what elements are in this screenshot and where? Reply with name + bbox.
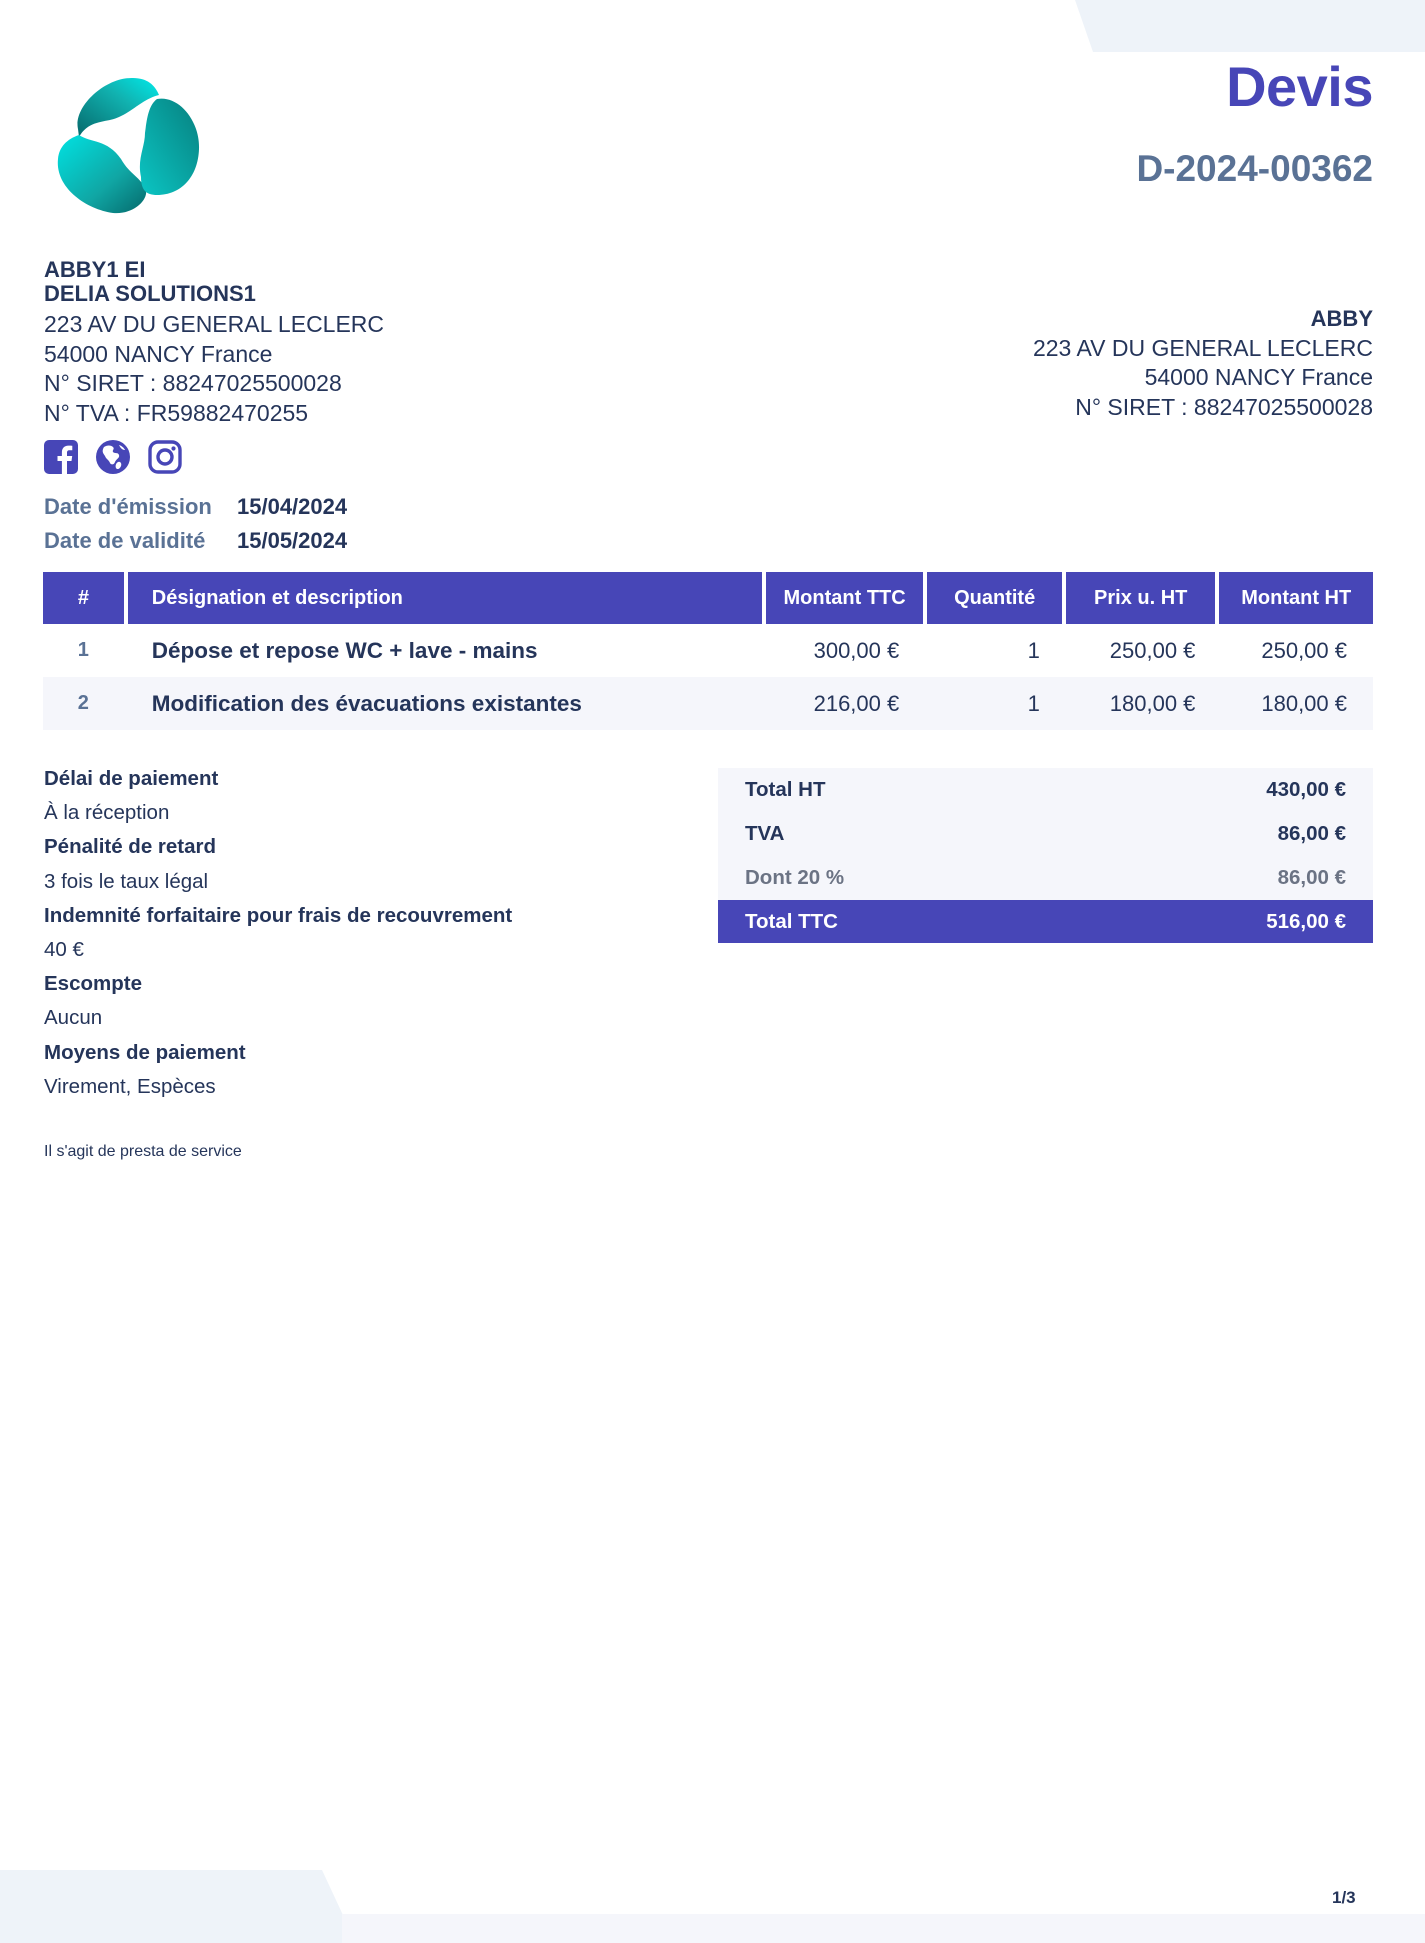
sender-block: [44, 258, 384, 428]
client-address: 223 AV DU GENERAL LECLERC: [1032, 334, 1373, 361]
row-designation: Modification des évacuations existantes: [151, 690, 582, 716]
payment-methods-label: Moyens de paiement: [44, 1040, 246, 1064]
totals-box: [718, 768, 1373, 943]
row-number: 2: [77, 692, 89, 714]
row-quantity: 1: [1027, 690, 1040, 716]
items-table-header: [43, 572, 1373, 624]
sender-name-line2: DELIA SOLUTIONS1: [44, 281, 256, 306]
sender-tva: N° TVA : FR59882470255: [44, 399, 309, 426]
row-amount-ttc: 216,00 €: [813, 690, 900, 716]
company-logo: [55, 77, 203, 225]
tva-rate-row: [718, 856, 1373, 900]
payment-delay-label: Délai de paiement: [44, 767, 219, 790]
globe-icon[interactable]: [96, 440, 130, 474]
column-header-amount-ht: Montant HT: [1219, 572, 1373, 624]
client-block: [1033, 304, 1373, 422]
sender-city: 54000 NANCY France: [44, 340, 273, 367]
column-header-amount-ttc: Montant TTC: [766, 572, 924, 624]
recovery-fee-label: Indemnité forfaitaire pour frais de recouvrement: [44, 903, 513, 927]
payment-delay-value: À la réception: [44, 801, 170, 825]
column-header-number: #: [43, 572, 124, 624]
document-number: D-2024-00362: [1136, 148, 1373, 189]
dates-block: [44, 490, 347, 558]
column-header-designation: Désignation et description: [128, 572, 762, 624]
page-number: 1/3: [1332, 1888, 1356, 1907]
items-table: [43, 572, 1373, 730]
client-name: ABBY: [1310, 306, 1373, 331]
discount-label: Escompte: [44, 972, 142, 996]
total-ttc-row: [718, 900, 1373, 943]
row-amount-ttc: 300,00 €: [813, 637, 900, 663]
row-unit-price-ht: 180,00 €: [1109, 690, 1196, 716]
sender-siret: N° SIRET : 88247025500028: [44, 370, 342, 396]
recovery-fee-value: 40 €: [44, 938, 84, 962]
header-decoration: [1075, 0, 1425, 52]
row-designation: Dépose et repose WC + lave - mains: [151, 637, 538, 663]
sender-address: 223 AV DU GENERAL LECLERC: [44, 311, 385, 337]
social-links: [44, 440, 182, 474]
payment-conditions: [44, 762, 512, 1104]
validity-date-value: 15/05/2024: [237, 528, 348, 553]
validity-date-row: [44, 524, 347, 558]
client-siret: N° SIRET : 88247025500028: [1075, 393, 1373, 420]
table-row: [43, 677, 1373, 730]
total-ht-row: [718, 768, 1373, 812]
emission-date-label: Date d'émission: [44, 494, 212, 519]
payment-methods-value: Virement, Espèces: [44, 1074, 216, 1098]
footer-note: Il s'agit de presta de service: [44, 1143, 242, 1160]
column-header-quantity: Quantité: [927, 572, 1062, 624]
tva-row: [718, 812, 1373, 856]
tva-label: TVA: [745, 822, 785, 845]
tva-value: 86,00 €: [1277, 822, 1346, 845]
client-city: 54000 NANCY France: [1144, 364, 1373, 390]
instagram-icon[interactable]: [148, 440, 182, 474]
facebook-icon[interactable]: [44, 440, 78, 474]
row-unit-price-ht: 250,00 €: [1109, 637, 1196, 663]
total-ht-label: Total HT: [745, 778, 826, 801]
emission-date-value: 15/04/2024: [237, 494, 348, 519]
footer-decoration-left: [0, 1870, 356, 1943]
row-amount-ht: 250,00 €: [1261, 637, 1347, 663]
table-row: [43, 624, 1373, 677]
late-penalty-label: Pénalité de retard: [44, 835, 217, 859]
footer-decoration-right: [342, 1914, 1425, 1943]
total-ttc-label: Total TTC: [745, 909, 838, 933]
tva-rate-label: Dont 20 %: [745, 866, 845, 889]
row-number: 1: [77, 639, 89, 661]
row-amount-ht: 180,00 €: [1261, 690, 1347, 716]
late-penalty-value: 3 fois le taux légal: [44, 869, 209, 893]
row-quantity: 1: [1027, 637, 1040, 663]
total-ht-value: 430,00 €: [1266, 778, 1346, 801]
document-title: Devis: [1226, 55, 1373, 118]
emission-date-row: [44, 490, 347, 524]
column-header-unit-price-ht: Prix u. HT: [1066, 572, 1216, 624]
sender-name-line1: ABBY1 EI: [44, 257, 146, 282]
tva-rate-value: 86,00 €: [1277, 866, 1346, 889]
total-ttc-value: 516,00 €: [1266, 909, 1346, 933]
discount-value: Aucun: [44, 1006, 103, 1030]
validity-date-label: Date de validité: [44, 528, 206, 553]
